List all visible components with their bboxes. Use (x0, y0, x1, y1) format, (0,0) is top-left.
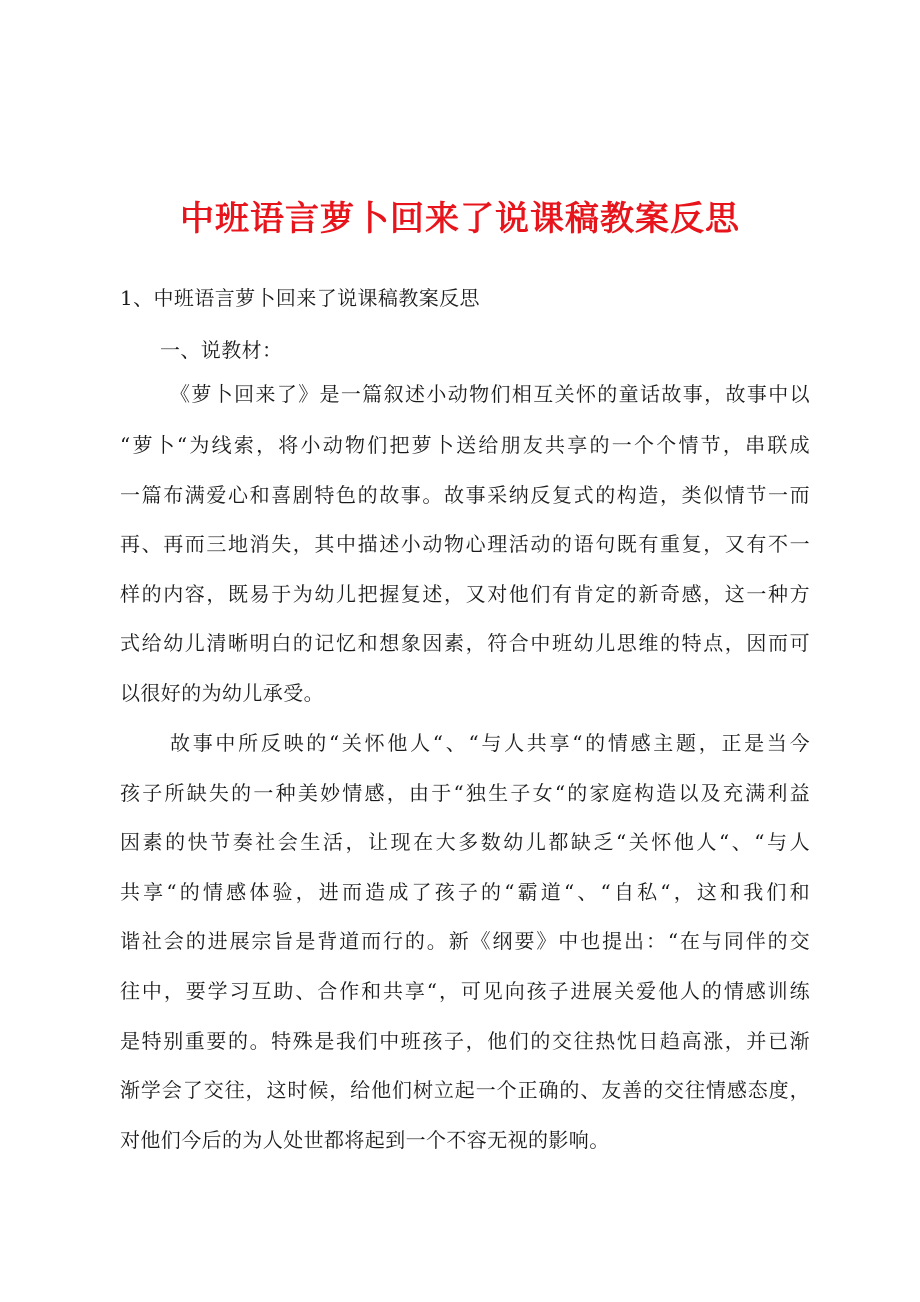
document-title: 中班语言萝卜回来了说课稿教案反思 (180, 199, 740, 239)
paragraph-line: 一篇布满爱心和喜剧特色的故事。故事采纳反复式的构造，类似情节一而 (120, 483, 810, 507)
paragraph-line: “萝卜“为线索，将小动物们把萝卜送给朋友共享的一个个情节，串联成 (120, 433, 810, 457)
section-heading: 一、说教材： (160, 338, 283, 362)
paragraph-line: 再、再而三地消失，其中描述小动物心理活动的语句既有重复，又有不一 (120, 532, 810, 556)
document-heading: 1、中班语言萝卜回来了说课稿教案反思 (120, 286, 480, 310)
paragraph-line: 式给幼儿清晰明白的记忆和想象因素，符合中班幼儿思维的特点，因而可 (120, 631, 810, 655)
paragraph-line: 样的内容，既易于为幼儿把握复述，又对他们有肯定的新奇感，这一种方 (120, 582, 810, 606)
paragraph-line: 故事中所反映的“关怀他人“、“与人共享“的情感主题，正是当今 (170, 731, 810, 755)
paragraph-line: 《萝卜回来了》是一篇叙述小动物们相互关怀的童话故事，故事中以 (170, 382, 810, 406)
paragraph-line: 对他们今后的为人处世都将起到一个不容无视的影响。 (120, 1128, 610, 1152)
paragraph-line: 谐社会的进展宗旨是背道而行的。新《纲要》中也提出：“在与同伴的交 (120, 929, 810, 953)
paragraph-line: 以很好的为幼儿承受。 (120, 681, 324, 705)
paragraph-line: 共享“的情感体验，进而造成了孩子的“霸道“、“自私“，这和我们和 (120, 880, 810, 904)
paragraph-line: 因素的快节奏社会生活，让现在大多数幼儿都缺乏“关怀他人“、“与人 (120, 830, 810, 854)
paragraph-line: 渐学会了交往，这时候，给他们树立起一个正确的、友善的交往情感态度， (120, 1078, 810, 1102)
paragraph-line: 往中，要学习互助、合作和共享“，可见向孩子进展关爱他人的情感训练 (120, 979, 810, 1003)
paragraph-line: 是特别重要的。特殊是我们中班孩子，他们的交往热忱日趋高涨，并已渐 (120, 1029, 810, 1053)
paragraph-line: 孩子所缺失的一种美妙情感，由于“独生子女“的家庭构造以及充满利益 (120, 781, 810, 805)
